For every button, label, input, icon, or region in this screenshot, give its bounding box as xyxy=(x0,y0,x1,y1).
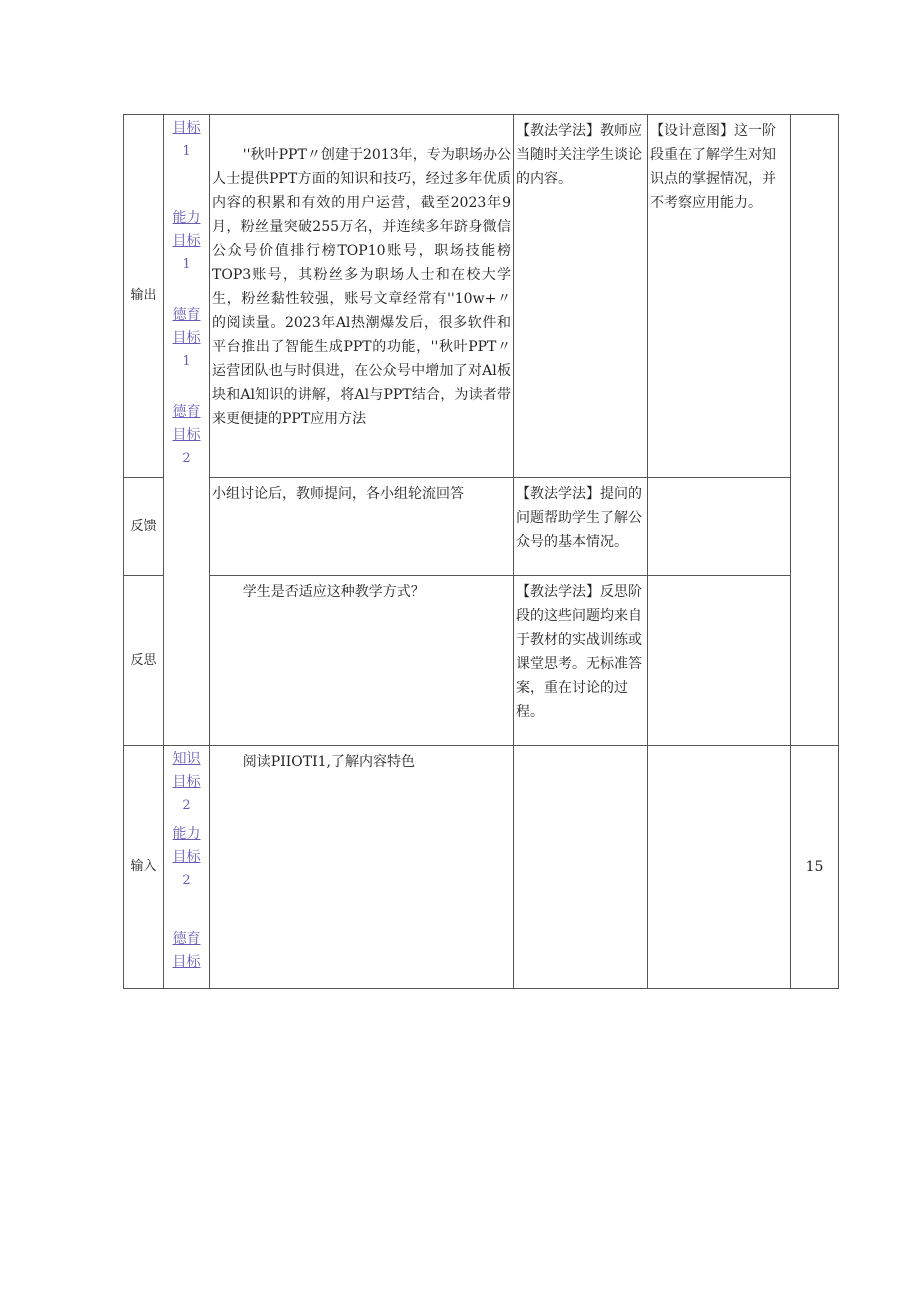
design-cell xyxy=(648,746,791,989)
content-text: 学生是否适应这种教学方式？ xyxy=(242,584,425,600)
content-cell xyxy=(210,115,514,478)
goal-word: 能力目标 xyxy=(172,210,201,249)
goal-word: 目标 xyxy=(172,120,201,136)
method-cell xyxy=(514,746,648,989)
goal-item[interactable] xyxy=(164,401,209,470)
stage-label: 输出 xyxy=(124,115,164,478)
table-row xyxy=(124,576,839,746)
time-cell-empty xyxy=(791,115,839,746)
table-row xyxy=(124,478,839,576)
method-text: 【教法学法】反思阶段的这些问题均来自于教材的实战训练或课堂思考。无标准答案，重在讨论的过程。 xyxy=(516,584,642,720)
goal-item[interactable] xyxy=(164,207,209,276)
table-row xyxy=(124,115,839,478)
goal-word: 德育目标 xyxy=(172,404,201,443)
method-text: 【教法学法】提问的问题帮助学生了解公众号的基本情况。 xyxy=(516,486,642,550)
goal-num: 2 xyxy=(182,873,191,888)
goal-word: 知识目标 xyxy=(172,751,201,790)
method-text: 【教法学法】教师应当随时关注学生谈论的内容。 xyxy=(516,123,642,187)
design-text: 【设计意图】这一阶段重在了解学生对知识点的掌握情况，并不考察应用能力。 xyxy=(650,123,776,211)
content-text: 阅读PIIOTI1,了解内容特色 xyxy=(242,754,415,770)
goal-item[interactable] xyxy=(164,823,209,892)
method-cell xyxy=(514,576,648,746)
goal-word: 能力目标 xyxy=(172,826,201,865)
goal-word: 德育目标 xyxy=(172,307,201,346)
stage-label: 反馈 xyxy=(124,478,164,576)
content-cell xyxy=(210,746,514,989)
goal-item[interactable] xyxy=(164,117,209,163)
goal-item[interactable] xyxy=(164,928,209,974)
goal-cell-top xyxy=(164,115,210,746)
content-text: ''秋叶PPT〃创建于2013年，专为职场办公人士提供PPT方面的知识和技巧，经过多年优质内容的积累和有效的用户运营，截至2023年9月，粉丝量突破255万名，并连续多年跻身微信公众号价值排行榜TOP10账号，职场技能榜TOP3账号，其粉丝多为职场人士和在校大学生，粉丝黏性较强，账号文章经常有''10w+〃的阅读量。2023年Al热潮爆发后，很多软件和平台推出了智能生成PPT的功能，''秋叶PPT〃运营团队也与时俱进，在公众号中增加了对Al板块和Al知识的讲解，将Al与PPT结合，为读者带来更便捷的PPT应用方法 xyxy=(212,147,511,427)
goal-item[interactable] xyxy=(164,304,209,373)
goal-cell-bottom xyxy=(164,746,210,989)
goal-num: 2 xyxy=(182,451,191,466)
content-cell xyxy=(210,478,514,576)
table-row xyxy=(124,746,839,989)
method-cell xyxy=(514,478,648,576)
method-cell xyxy=(514,115,648,478)
goal-word: 德育目标 xyxy=(172,931,201,970)
stage-label: 反思 xyxy=(124,576,164,746)
goal-num: 1 xyxy=(182,257,191,272)
design-cell xyxy=(648,478,791,576)
design-cell xyxy=(648,576,791,746)
lesson-plan-table xyxy=(123,114,839,989)
content-cell xyxy=(210,576,514,746)
goal-num: 2 xyxy=(182,798,191,813)
goal-num: 1 xyxy=(182,354,191,369)
content-text: 小组讨论后，教师提问，各小组轮流回答 xyxy=(212,486,464,502)
time-value: 15 xyxy=(791,746,839,989)
goal-num: 1 xyxy=(182,144,191,159)
goal-item[interactable] xyxy=(164,748,209,817)
design-cell xyxy=(648,115,791,478)
stage-label: 输入 xyxy=(124,746,164,989)
